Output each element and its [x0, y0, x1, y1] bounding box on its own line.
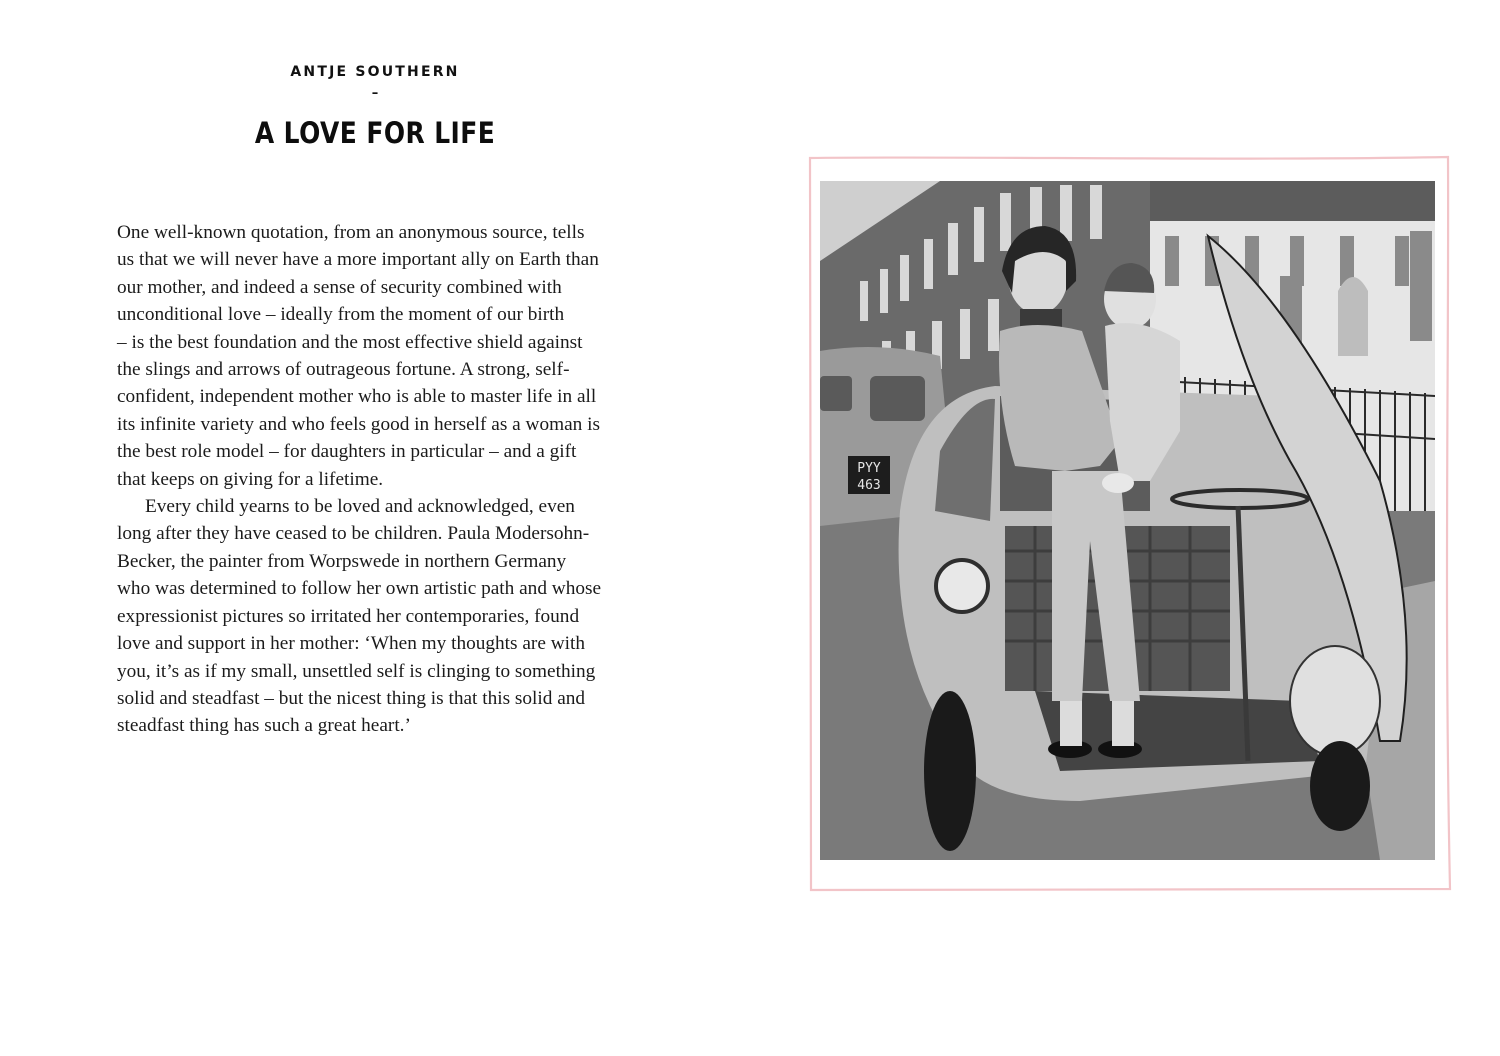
text-line: – is the best foundation and the most effective shield against — [117, 331, 583, 353]
chapter-title: A LOVE FOR LIFE — [254, 116, 496, 150]
doorway — [1338, 277, 1368, 356]
plate-line-1: PYY — [857, 461, 881, 476]
body-text — [117, 219, 637, 740]
text-line: you, it’s as if my small, unsettled self is clinging to something — [117, 660, 596, 682]
plate-line-2: 463 — [857, 478, 881, 493]
text-line: Every child yearns to be loved and acknowledged, even — [145, 496, 575, 518]
text-line: us that we will never have a more important ally on Earth than — [117, 249, 599, 271]
text-line: who was determined to follow her own artistic path and whose — [117, 578, 602, 600]
front-wheel — [924, 691, 976, 851]
text-line: its infinite variety and who feels good in herself as a woman is — [117, 413, 600, 435]
text-line: the slings and arrows of outrageous fortune. A strong, self- — [117, 359, 570, 381]
text-line: steadfast thing has such a great heart.’ — [117, 715, 411, 737]
rear-wheel — [1310, 741, 1370, 831]
text-line: solid and steadfast – but the nicest thing is that this solid and — [117, 687, 586, 709]
text-line: our mother, and indeed a sense of security combined with — [117, 276, 562, 298]
text-line: that keeps on giving for a lifetime. — [117, 468, 384, 490]
headlight — [936, 560, 988, 612]
text-line: love and support in her mother: ‘When my thoughts are with — [117, 633, 586, 655]
text-line: long after they have ceased to be children. Paula Modersohn- — [117, 523, 590, 545]
text-line: confident, independent mother who is able to master life in all — [117, 386, 597, 408]
text-line: Becker, the painter from Worpswede in northern Germany — [117, 550, 567, 572]
author-name: ANTJE SOUTHERN — [290, 64, 460, 80]
text-line: the best role model – for daughters in particular – and a gift — [117, 441, 577, 463]
text-line: expressionist pictures so irritated her contemporaries, found — [117, 605, 580, 627]
text-line: One well-known quotation, from an anonymous source, tells — [117, 222, 585, 243]
photograph — [820, 181, 1435, 860]
text-line: unconditional love – ideally from the moment of our birth — [117, 304, 565, 326]
title-separator: – — [371, 86, 379, 101]
